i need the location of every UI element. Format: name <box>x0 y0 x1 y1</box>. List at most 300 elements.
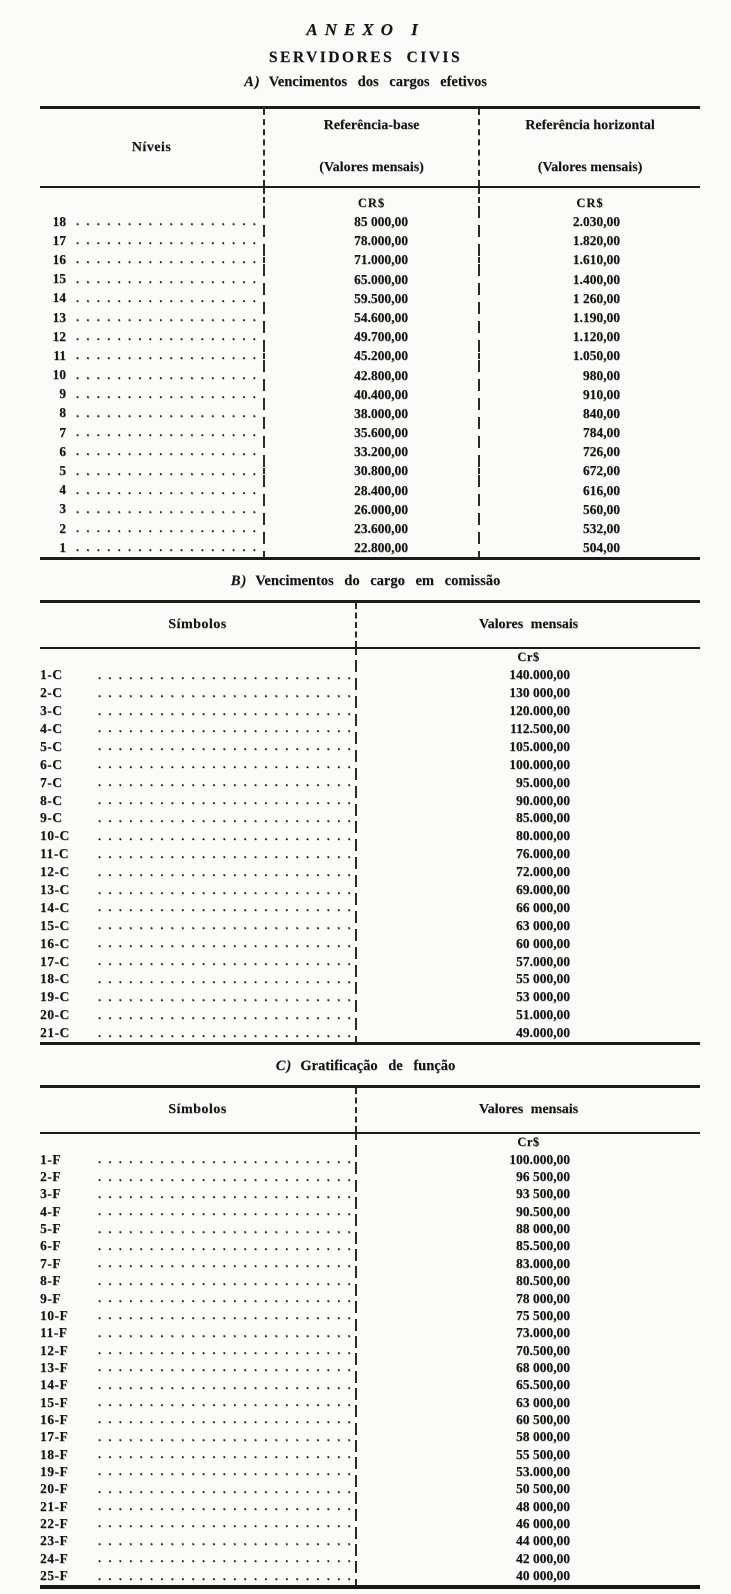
table-b-currency-row <box>40 649 700 666</box>
dot-leader <box>98 704 355 719</box>
section-c-heading-text: Gratificação de função <box>300 1058 456 1075</box>
simbolo-cell <box>40 1325 355 1341</box>
simbolo-label: 18-C <box>40 971 70 987</box>
simbolo-cell <box>40 1186 355 1202</box>
valor-mensal-value: 80.500,00 <box>355 1272 700 1289</box>
simbolo-label: 20-C <box>40 1007 70 1023</box>
table-row <box>40 1325 700 1342</box>
table-row <box>40 346 700 365</box>
simbolo-cell <box>40 1551 355 1567</box>
dot-leader <box>98 1378 355 1393</box>
table-row <box>40 1567 700 1584</box>
valor-mensal-value: 72.000,00 <box>355 863 700 881</box>
table-row <box>40 1290 700 1307</box>
dot-leader <box>98 918 355 933</box>
simbolo-cell <box>40 954 355 970</box>
valor-mensal-value: 96 500,00 <box>355 1168 700 1185</box>
simbolo-cell <box>40 864 355 880</box>
valor-mensal-value: 53.000,00 <box>355 1463 700 1480</box>
nivel-cell <box>40 501 263 517</box>
dot-leader <box>76 291 263 306</box>
simbolo-cell <box>40 846 355 862</box>
simbolo-label: 15-F <box>40 1394 69 1410</box>
simbolo-cell <box>40 971 355 987</box>
simbolo-label: 4-C <box>40 720 63 736</box>
table-vencimentos-cargos-efetivos <box>40 106 700 560</box>
table-row <box>40 1307 700 1324</box>
section-b-heading-text: Vencimentos do cargo em comissão <box>255 573 501 590</box>
dot-leader <box>76 214 263 229</box>
niveis-column-header: Níveis <box>131 139 172 155</box>
table-row <box>40 481 700 500</box>
table-row <box>40 1168 700 1185</box>
simbolo-label: 1-C <box>40 667 63 683</box>
referencia-horizontal-value: 1 260,00 <box>478 289 700 308</box>
table-row <box>40 442 700 461</box>
valor-mensal-value: 112.500,00 <box>355 720 700 738</box>
simbolo-cell <box>40 1533 355 1549</box>
dot-leader <box>98 1447 355 1462</box>
referencia-base-value: 45.200,00 <box>263 346 478 365</box>
table-row <box>40 1151 700 1168</box>
simbolo-label: 11-C <box>40 846 69 862</box>
simbolo-cell <box>40 989 355 1005</box>
dot-leader <box>76 252 263 267</box>
table-row <box>40 423 700 442</box>
nivel-label: 10 <box>52 367 66 383</box>
simbolo-cell <box>40 1291 355 1307</box>
simbolo-cell <box>40 1377 355 1393</box>
simbolo-cell <box>40 1169 355 1185</box>
dot-leader <box>76 502 263 517</box>
simbolo-label: 12-C <box>40 864 70 880</box>
table-row <box>40 917 700 935</box>
table-a-rows <box>40 212 700 557</box>
simbolo-label: 6-C <box>40 756 63 772</box>
dot-leader <box>98 1222 355 1237</box>
valor-mensal-value: 63 000,00 <box>355 917 700 935</box>
valor-mensal-value: 57.000,00 <box>355 953 700 971</box>
referencia-base-subtitle: (Valores mensais) <box>319 160 424 175</box>
valor-mensal-value: 48 000,00 <box>355 1498 700 1515</box>
simbolo-label: 2-C <box>40 685 63 701</box>
table-row <box>40 988 700 1006</box>
section-c-label: C) <box>275 1058 293 1075</box>
table-row <box>40 461 700 480</box>
dot-leader <box>98 865 355 880</box>
table-row <box>40 738 700 756</box>
nivel-cell <box>40 521 263 537</box>
valor-mensal-value: 73.000,00 <box>355 1325 700 1342</box>
simbolo-cell <box>40 1256 355 1272</box>
valor-mensal-value: 66 000,00 <box>355 899 700 917</box>
simbolo-label: 19-C <box>40 989 70 1005</box>
simbolo-label: 7-F <box>40 1255 61 1271</box>
referencia-horizontal-title: Referência horizontal <box>525 118 655 133</box>
valor-mensal-value: 140.000,00 <box>355 666 700 684</box>
valor-mensal-value: 90.000,00 <box>355 792 700 810</box>
simbolo-label: 4-F <box>40 1203 61 1219</box>
table-row <box>40 1429 700 1446</box>
table-a-header <box>40 106 700 188</box>
dot-leader <box>98 757 355 772</box>
dot-leader <box>76 233 263 248</box>
simbolo-cell <box>40 882 355 898</box>
table-a-currency-row <box>40 188 700 212</box>
currency-label-horizontal: CR$ <box>478 188 700 212</box>
simbolo-cell <box>40 936 355 952</box>
valor-mensal-value: 63 000,00 <box>355 1394 700 1411</box>
dot-leader <box>76 329 263 344</box>
table-row <box>40 863 700 881</box>
referencia-horizontal-value: 1.610,00 <box>478 250 700 269</box>
dot-leader <box>98 775 355 790</box>
simbolo-cell <box>40 1412 355 1428</box>
valor-mensal-value: 80.000,00 <box>355 827 700 845</box>
dot-leader <box>98 1430 355 1445</box>
table-row <box>40 1203 700 1220</box>
valor-mensal-value: 75 500,00 <box>355 1307 700 1324</box>
table-row <box>40 702 700 720</box>
table-row <box>40 971 700 989</box>
nivel-label: 8 <box>59 405 66 421</box>
valor-mensal-value: 85.000,00 <box>355 810 700 828</box>
table-row <box>40 1024 700 1042</box>
dot-leader <box>98 1008 355 1023</box>
dot-leader <box>98 1204 355 1219</box>
table-row <box>40 1006 700 1024</box>
table-row <box>40 1481 700 1498</box>
simbolo-label: 18-F <box>40 1446 69 1462</box>
table-row <box>40 774 700 792</box>
table-row <box>40 250 700 269</box>
referencia-horizontal-subtitle: (Valores mensais) <box>537 160 643 175</box>
simbolo-label: 21-F <box>40 1498 69 1514</box>
referencia-horizontal-value: 672,00 <box>478 461 700 480</box>
table-row <box>40 953 700 971</box>
dot-leader <box>98 1482 355 1497</box>
simbolo-label: 13-F <box>40 1359 69 1375</box>
table-row <box>40 404 700 423</box>
dot-leader <box>98 1326 355 1341</box>
referencia-horizontal-value: 616,00 <box>478 481 700 500</box>
table-row <box>40 1446 700 1463</box>
referencia-base-value: 35.600,00 <box>263 423 478 442</box>
table-row <box>40 500 700 519</box>
simbolo-cell <box>40 1481 355 1497</box>
simbolo-cell <box>40 1464 355 1480</box>
table-row <box>40 327 700 346</box>
table-row <box>40 1238 700 1255</box>
table-c-header <box>40 1085 700 1134</box>
dot-leader <box>98 1464 355 1479</box>
table-row <box>40 1550 700 1567</box>
nivel-cell <box>40 444 263 460</box>
valor-mensal-value: 68 000,00 <box>355 1359 700 1376</box>
simbolo-label: 14-C <box>40 899 70 915</box>
simbolo-label: 8-F <box>40 1273 61 1289</box>
simbolo-label: 23-F <box>40 1533 69 1549</box>
nivel-label: 2 <box>59 520 66 536</box>
nivel-cell <box>40 252 263 268</box>
table-b-header <box>40 600 700 649</box>
dot-leader <box>98 900 355 915</box>
simbolo-label: 3-C <box>40 703 63 719</box>
table-row <box>40 308 700 327</box>
referencia-horizontal-value: 840,00 <box>478 404 700 423</box>
table-row <box>40 881 700 899</box>
table-row <box>40 720 700 738</box>
nivel-label: 1 <box>59 539 66 555</box>
valor-mensal-value: 100.000,00 <box>355 756 700 774</box>
section-b-label: B) <box>230 573 248 590</box>
table-row <box>40 899 700 917</box>
simbolo-label: 16-C <box>40 935 70 951</box>
dot-leader <box>98 721 355 736</box>
referencia-horizontal-value: 784,00 <box>478 423 700 442</box>
referencia-base-value: 23.600,00 <box>263 519 478 538</box>
section-a-label: A) <box>244 74 261 90</box>
table-row <box>40 1411 700 1428</box>
table-row <box>40 1342 700 1359</box>
valor-mensal-value: 55 500,00 <box>355 1446 700 1463</box>
referencia-base-value: 40.400,00 <box>263 385 478 404</box>
dot-leader <box>98 990 355 1005</box>
nivel-label: 15 <box>52 271 66 287</box>
referencia-horizontal-value: 560,00 <box>478 500 700 519</box>
simbolo-cell <box>40 793 355 809</box>
table-row <box>40 1272 700 1289</box>
dot-leader <box>76 483 263 498</box>
dot-leader <box>98 793 355 808</box>
simbolo-label: 17-F <box>40 1429 69 1445</box>
simbolo-cell <box>40 721 355 737</box>
referencia-base-column-header <box>263 109 478 186</box>
table-b-rows <box>40 666 700 1042</box>
document-title: ANEXO I <box>306 20 425 39</box>
nivel-label: 3 <box>59 501 66 517</box>
simbolo-label: 10-F <box>40 1307 69 1323</box>
nivel-label: 9 <box>59 386 66 402</box>
simbolo-label: 21-C <box>40 1025 70 1041</box>
dot-leader <box>98 1187 355 1202</box>
valor-mensal-value: 85.500,00 <box>355 1238 700 1255</box>
table-vencimentos-cargo-comissao <box>40 600 700 1045</box>
referencia-horizontal-value: 504,00 <box>478 538 700 557</box>
table-row <box>40 1463 700 1480</box>
table-c-rows <box>40 1151 700 1585</box>
simbolo-cell <box>40 667 355 683</box>
dot-leader <box>98 883 355 898</box>
simbolo-cell <box>40 810 355 826</box>
dot-leader <box>98 1308 355 1323</box>
nivel-cell <box>40 310 263 326</box>
simbolo-cell <box>40 1273 355 1289</box>
simbolo-cell <box>40 1007 355 1023</box>
dot-leader <box>98 1412 355 1427</box>
referencia-base-value: 65.000,00 <box>263 270 478 289</box>
simbolo-cell <box>40 918 355 934</box>
table-row <box>40 1533 700 1550</box>
referencia-base-title: Referência-base <box>323 118 420 133</box>
simbolo-cell <box>40 1025 355 1041</box>
simbolos-column-header: Símbolos <box>168 617 227 633</box>
nivel-cell <box>40 271 263 287</box>
currency-label: Cr$ <box>355 649 700 666</box>
valor-mensal-value: 55 000,00 <box>355 971 700 989</box>
section-a-heading-text: Vencimentos dos cargos efetivos <box>268 74 487 90</box>
referencia-base-value: 38.000,00 <box>263 404 478 423</box>
table-row <box>40 1359 700 1376</box>
simbolo-cell <box>40 1516 355 1532</box>
section-a-heading <box>0 74 731 91</box>
dot-leader <box>98 1239 355 1254</box>
dot-leader <box>76 425 263 440</box>
valor-mensal-value: 40 000,00 <box>355 1567 700 1584</box>
simbolo-label: 17-C <box>40 953 70 969</box>
dot-leader <box>98 1026 355 1041</box>
simbolo-label: 9-F <box>40 1290 61 1306</box>
nivel-cell <box>40 233 263 249</box>
simbolo-cell <box>40 1568 355 1584</box>
table-row <box>40 519 700 538</box>
referencia-horizontal-value: 532,00 <box>478 519 700 538</box>
table-c-currency-row <box>40 1134 700 1151</box>
simbolo-label: 19-F <box>40 1463 69 1479</box>
valor-mensal-value: 76.000,00 <box>355 845 700 863</box>
dot-leader <box>98 668 355 683</box>
simbolo-cell <box>40 1429 355 1445</box>
valor-mensal-value: 51.000,00 <box>355 1006 700 1024</box>
valor-mensal-value: 120.000,00 <box>355 702 700 720</box>
dot-leader <box>98 1516 355 1531</box>
referencia-base-value: 42.800,00 <box>263 366 478 385</box>
dot-leader <box>98 954 355 969</box>
valor-mensal-value: 130 000,00 <box>355 684 700 702</box>
nivel-cell <box>40 540 263 556</box>
valor-mensal-value: 65.500,00 <box>355 1377 700 1394</box>
referencia-base-value: 54.600,00 <box>263 308 478 327</box>
dot-leader <box>76 464 263 479</box>
referencia-base-value: 71.000,00 <box>263 250 478 269</box>
nivel-cell <box>40 290 263 306</box>
dot-leader <box>98 936 355 951</box>
nivel-label: 17 <box>52 232 66 248</box>
simbolo-label: 6-F <box>40 1238 61 1254</box>
simbolo-cell <box>40 1308 355 1324</box>
referencia-horizontal-column-header <box>478 109 700 186</box>
valor-mensal-value: 100.000,00 <box>355 1151 700 1168</box>
valor-mensal-value: 90.500,00 <box>355 1203 700 1220</box>
table-row <box>40 385 700 404</box>
valor-mensal-value: 44 000,00 <box>355 1533 700 1550</box>
dot-leader <box>76 272 263 287</box>
table-row <box>40 935 700 953</box>
section-c-heading <box>0 1058 731 1075</box>
nivel-label: 16 <box>52 251 66 267</box>
dot-leader <box>98 1274 355 1289</box>
table-row <box>40 827 700 845</box>
simbolo-label: 20-F <box>40 1481 69 1497</box>
referencia-horizontal-value: 1.400,00 <box>478 270 700 289</box>
nivel-label: 6 <box>59 443 66 459</box>
referencia-horizontal-value: 1.120,00 <box>478 327 700 346</box>
dot-leader <box>98 686 355 701</box>
simbolo-label: 25-F <box>40 1568 69 1583</box>
simbolo-label: 15-C <box>40 917 70 933</box>
simbolo-cell <box>40 1204 355 1220</box>
simbolo-label: 3-F <box>40 1186 61 1202</box>
nivel-cell <box>40 463 263 479</box>
nivel-cell <box>40 386 263 402</box>
referencia-base-value: 22.800,00 <box>263 538 478 557</box>
nivel-label: 12 <box>52 328 66 344</box>
simbolo-cell <box>40 1499 355 1515</box>
nivel-label: 14 <box>52 290 66 306</box>
table-row <box>40 1498 700 1515</box>
dot-leader <box>76 406 263 421</box>
simbolo-label: 12-F <box>40 1342 69 1358</box>
table-row <box>40 792 700 810</box>
referencia-base-value: 59.500,00 <box>263 289 478 308</box>
simbolo-cell <box>40 1360 355 1376</box>
simbolo-label: 11-F <box>40 1325 68 1341</box>
simbolo-label: 5-C <box>40 738 63 754</box>
simbolo-cell <box>40 1221 355 1237</box>
simbolo-cell <box>40 1152 355 1168</box>
dot-leader <box>98 1360 355 1375</box>
valor-mensal-value: 53 000,00 <box>355 988 700 1006</box>
table-row <box>40 684 700 702</box>
dot-leader <box>76 368 263 383</box>
simbolo-label: 22-F <box>40 1515 69 1531</box>
nivel-cell <box>40 348 263 364</box>
simbolo-label: 5-F <box>40 1221 61 1237</box>
table-row <box>40 538 700 557</box>
nivel-label: 11 <box>53 347 66 363</box>
simbolo-cell <box>40 1238 355 1254</box>
referencia-horizontal-value: 980,00 <box>478 366 700 385</box>
nivel-cell <box>40 482 263 498</box>
simbolo-label: 9-C <box>40 810 63 826</box>
valor-mensal-value: 69.000,00 <box>355 881 700 899</box>
table-row <box>40 756 700 774</box>
table-row <box>40 366 700 385</box>
dot-leader <box>98 1499 355 1514</box>
table-row <box>40 845 700 863</box>
nivel-cell <box>40 367 263 383</box>
dot-leader <box>98 1569 355 1584</box>
table-gratificacao-funcao <box>40 1085 700 1589</box>
dot-leader <box>98 972 355 987</box>
dot-leader <box>98 1343 355 1358</box>
dot-leader <box>98 1256 355 1271</box>
table-b-body <box>40 649 700 1045</box>
valores-mensais-column-header: Valores mensais <box>355 1088 700 1132</box>
referencia-base-value: 28.400,00 <box>263 481 478 500</box>
simbolo-cell <box>40 757 355 773</box>
nivel-cell <box>40 405 263 421</box>
simbolo-label: 14-F <box>40 1377 69 1393</box>
table-row <box>40 270 700 289</box>
valor-mensal-value: 70.500,00 <box>355 1342 700 1359</box>
valor-mensal-value: 95.000,00 <box>355 774 700 792</box>
table-row <box>40 1220 700 1237</box>
dot-leader <box>98 847 355 862</box>
currency-label-base: CR$ <box>263 188 478 212</box>
referencia-base-value: 49.700,00 <box>263 327 478 346</box>
table-row <box>40 810 700 828</box>
